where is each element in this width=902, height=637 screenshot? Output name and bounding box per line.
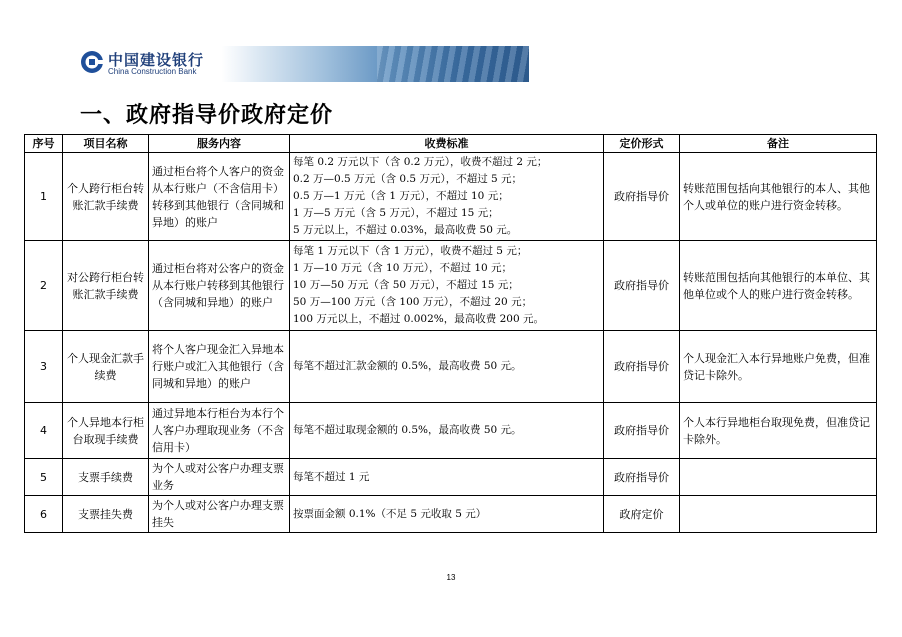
row-pricing: 政府指导价 <box>604 153 680 241</box>
row-no: 5 <box>25 459 63 496</box>
table-row <box>25 241 877 331</box>
row-standard <box>290 331 604 403</box>
table-row <box>25 153 877 241</box>
row-pricing: 政府定价 <box>604 496 680 533</box>
row-standard <box>290 241 604 331</box>
row-service: 为个人或对公客户办理支票挂失 <box>149 496 290 533</box>
table-header-row <box>25 135 877 153</box>
fee-table <box>24 134 877 533</box>
ccb-logo-icon <box>80 50 104 74</box>
row-note: 个人本行异地柜台取现免费，但准贷记卡除外。 <box>680 403 877 459</box>
row-note <box>680 459 877 496</box>
row-name: 对公跨行柜台转账汇款手续费 <box>63 241 149 331</box>
standard-line: 按票面金额 0.1%（不足 5 元收取 5 元） <box>293 507 487 520</box>
table-row <box>25 459 877 496</box>
row-no: 1 <box>25 153 63 241</box>
standard-line: 每笔不超过取现金额的 0.5%，最高收费 50 元。 <box>293 424 522 436</box>
standard-line: 每笔 0.2 万元以下（含 0.2 万元），收费不超过 2 元； <box>293 156 548 168</box>
row-name: 个人异地本行柜台取现手续费 <box>63 403 149 459</box>
standard-line: 每笔不超过汇款金额的 0.5%，最高收费 50 元。 <box>293 360 522 372</box>
standard-line: 1 万—5 万元（含 5 万元），不超过 15 元； <box>293 207 499 219</box>
row-service: 通过柜台将个人客户的资金从本行账户（不含信用卡）转移到其他银行（含同城和异地）的账户 <box>149 153 290 241</box>
row-standard <box>290 403 604 459</box>
table-row <box>25 403 877 459</box>
row-name: 支票挂失费 <box>63 496 149 533</box>
row-service: 通过柜台将对公客户的资金从本行账户转移到其他银行（含同城和异地）的账户 <box>149 241 290 331</box>
logo-english-name: China Construction Bank <box>108 67 197 76</box>
standard-line: 0.5 万—1 万元（含 1 万元），不超过 10 元； <box>293 190 509 202</box>
standard-line: 100 万元以上，不超过 0.002%，最高收费 200 元。 <box>293 313 544 325</box>
row-name: 个人现金汇款手续费 <box>63 331 149 403</box>
banner-building-graphic <box>377 46 529 82</box>
row-pricing: 政府指导价 <box>604 241 680 331</box>
standard-line: 1 万—10 万元（含 10 万元），不超过 10 元； <box>293 262 513 274</box>
row-service: 为个人或对公客户办理支票业务 <box>149 459 290 496</box>
col-header-service: 服务内容 <box>149 135 290 153</box>
row-note: 转账范围包括向其他银行的本人、其他个人或单位的账户进行资金转移。 <box>680 153 877 241</box>
row-standard <box>290 153 604 241</box>
row-pricing: 政府指导价 <box>604 331 680 403</box>
col-header-standard: 收费标准 <box>290 135 604 153</box>
table-row <box>25 331 877 403</box>
page-number: 13 <box>446 573 456 582</box>
row-service: 通过异地本行柜台为本行个人客户办理取现业务（不含信用卡） <box>149 403 290 459</box>
standard-line: 每笔 1 万元以下（含 1 万元），收费不超过 5 元； <box>293 245 528 257</box>
row-standard <box>290 496 604 533</box>
col-header-pricing: 定价形式 <box>604 135 680 153</box>
table-row <box>25 496 877 533</box>
row-standard <box>290 459 604 496</box>
row-note <box>680 496 877 533</box>
standard-line: 5 万元以上，不超过 0.03%，最高收费 50 元。 <box>293 224 518 236</box>
bank-banner <box>77 46 529 82</box>
row-no: 6 <box>25 496 63 533</box>
standard-line: 10 万—50 万元（含 50 万元），不超过 15 元； <box>293 279 519 291</box>
row-note: 转账范围包括向其他银行的本单位、其他单位或个人的账户进行资金转移。 <box>680 241 877 331</box>
standard-line: 每笔不超过 1 元 <box>293 470 370 483</box>
row-no: 3 <box>25 331 63 403</box>
row-pricing: 政府指导价 <box>604 403 680 459</box>
row-name: 个人跨行柜台转账汇款手续费 <box>63 153 149 241</box>
row-no: 4 <box>25 403 63 459</box>
row-pricing: 政府指导价 <box>604 459 680 496</box>
page-title: 一、政府指导价政府定价 <box>80 103 334 128</box>
row-name: 支票手续费 <box>63 459 149 496</box>
row-service: 将个人客户现金汇入异地本行账户或汇入其他银行（含同城和异地）的账户 <box>149 331 290 403</box>
col-header-no: 序号 <box>25 135 63 153</box>
standard-line: 0.2 万—0.5 万元（含 0.5 万元），不超过 5 元； <box>293 173 523 185</box>
logo-chinese-name: 中国建设银行 <box>108 51 205 69</box>
row-note: 个人现金汇入本行异地账户免费，但准贷记卡除外。 <box>680 331 877 403</box>
row-no: 2 <box>25 241 63 331</box>
col-header-name: 项目名称 <box>63 135 149 153</box>
standard-line: 50 万—100 万元（含 100 万元），不超过 20 元； <box>293 296 533 308</box>
col-header-note: 备注 <box>680 135 877 153</box>
